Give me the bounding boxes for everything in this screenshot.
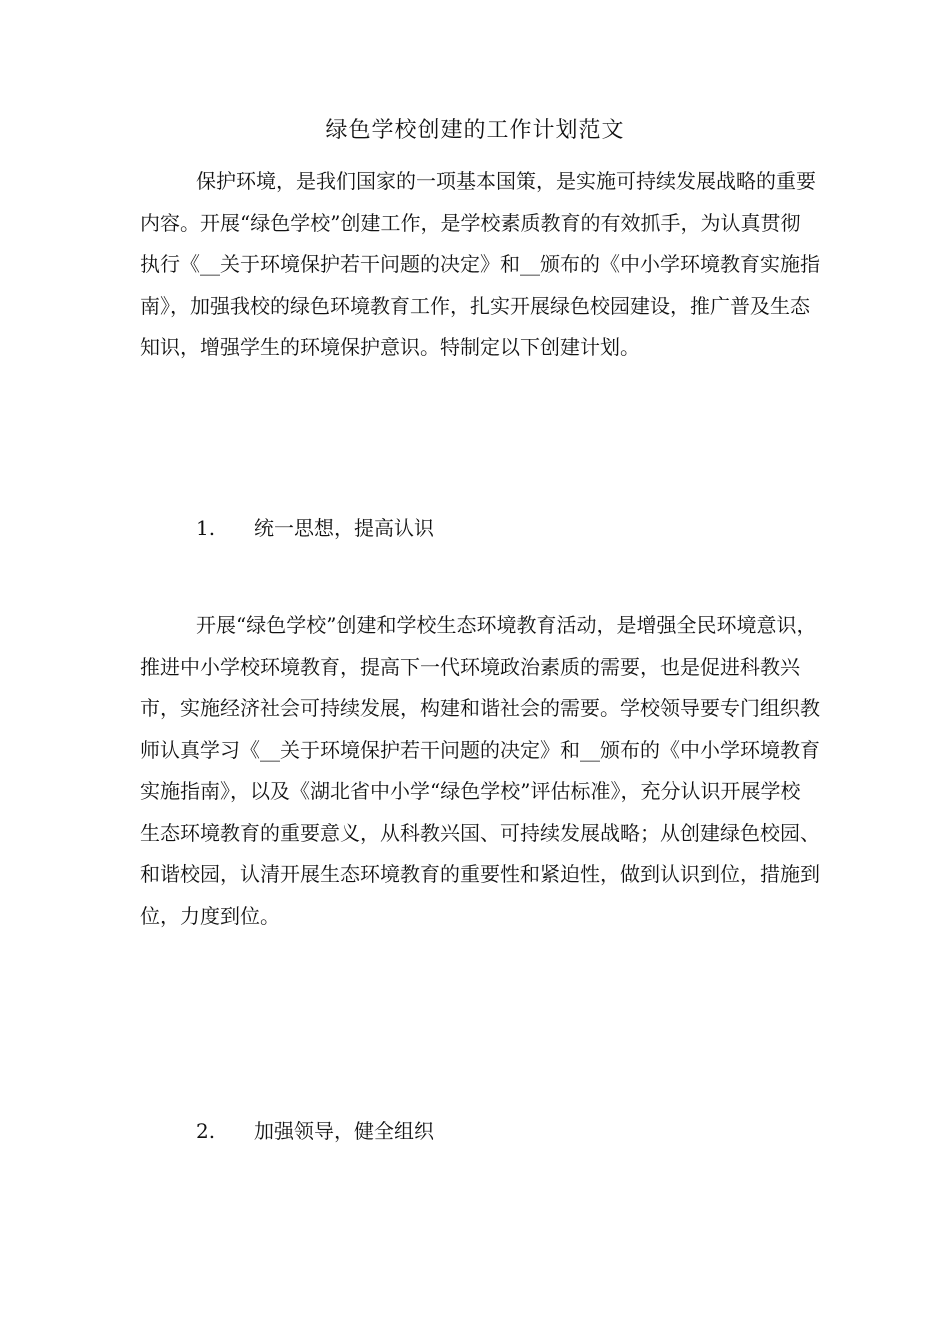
section-heading-1 xyxy=(196,513,434,543)
section-title: 统一思想，提高认识 xyxy=(254,516,434,540)
section-number: 2. xyxy=(196,1119,216,1143)
section-heading-2 xyxy=(196,1116,434,1146)
section-number: 1. xyxy=(196,516,216,540)
section-1-paragraph: 开展“绿色学校”创建和学校生态环境教育活动，是增强全民环境意识，推进中小学校环境教育，提高下一代环境政治素质的需要，也是促进科教兴市，实施经济社会可持续发展，构建和谐社会的需要。学校领导要专门组织教师认真学习《__关于环境保护若干问题的决定》和__颁布的《中小学环境教育实施指南》，以及《湖北省中小学“绿色学校”评估标准》，充分认识开展学校生态环境教育的重要意义，从科教兴国、可持续发展战略；从创建绿色校园、和谐校园，认清开展生态环境教育的重要性和紧迫性，做到认识到位，措施到位，力度到位。 xyxy=(140,613,820,928)
document-title: 绿色学校创建的工作计划范文 xyxy=(325,118,625,143)
intro-paragraph: 保护环境，是我们国家的一项基本国策，是实施可持续发展战略的重要内容。开展“绿色学校”创建工作，是学校素质教育的有效抓手，为认真贯彻执行《__关于环境保护若干问题的决定》和__颁布的《中小学环境教育实施指南》，加强我校的绿色环境教育工作，扎实开展绿色校园建设，推广普及生态知识，增强学生的环境保护意识。特制定以下创建计划。 xyxy=(140,169,820,359)
section-title: 加强领导，健全组织 xyxy=(254,1119,434,1143)
